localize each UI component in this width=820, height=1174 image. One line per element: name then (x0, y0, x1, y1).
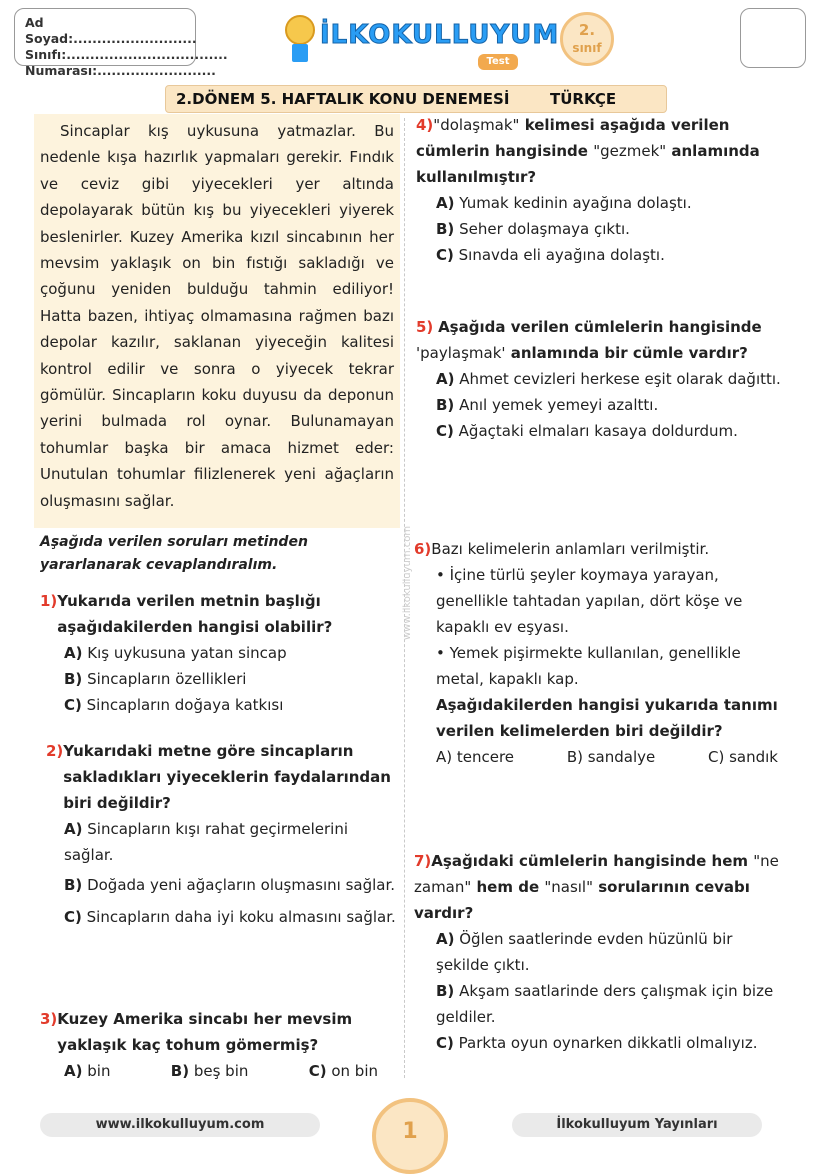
option-a[interactable]: A) bin (64, 1062, 111, 1080)
option-c[interactable]: C) Sincapların daha iyi koku almasını sağlar. (64, 908, 396, 926)
grade-number: 2. (578, 21, 596, 39)
question-number: 6) (414, 540, 432, 558)
watermark: www.ilkokulluyum.com (402, 525, 413, 640)
score-box (740, 8, 806, 68)
question-3 (40, 1006, 398, 1084)
option-c[interactable]: C) Sınavda eli ayağına dolaştı. (436, 246, 665, 264)
subject-label: TÜRKÇE (550, 90, 617, 108)
definition-1: • İçine türlü şeyler koymaya yarayan, genellikle tahtadan yapılan, dört köşe ve kapaklı ev eşyası. (436, 566, 743, 636)
question-number: 5) (416, 318, 434, 336)
title-bar (165, 85, 667, 113)
option-a[interactable]: A) Sincapların kışı rahat geçirmelerini sağlar. (64, 820, 348, 864)
question-7 (414, 848, 786, 1056)
page-number: 1 (372, 1098, 448, 1174)
question-stem: Kuzey Amerika sincabı her mevsim yaklaşık kaç tohum gömermiş? (57, 1010, 353, 1054)
question-6 (414, 536, 786, 770)
quoted-word: "gezmek" (593, 142, 667, 160)
question-stem-mid: hem de (471, 878, 545, 896)
grade-badge (560, 12, 614, 66)
option-b[interactable]: B) sandalye (566, 748, 656, 766)
question-4 (416, 112, 786, 268)
footer-website[interactable]: www.ilkokulluyum.com (40, 1113, 320, 1137)
option-c[interactable]: C) Ağaçtaki elmaları kasaya doldurdum. (436, 422, 738, 440)
option-a[interactable]: A) tencere (436, 748, 515, 766)
option-b[interactable]: B) Seher dolaşmaya çıktı. (436, 220, 630, 238)
option-b[interactable]: B) Doğada yeni ağaçların oluşmasını sağlar. (64, 876, 396, 894)
class-label: Sınıfı:.................................. (25, 47, 228, 62)
option-b[interactable]: B) Anıl yemek yemeyi azalttı. (436, 396, 659, 414)
question-1 (40, 588, 398, 718)
number-label: Numarası:......................... (25, 63, 216, 78)
option-c[interactable]: C) Sincapların doğaya katkısı (64, 696, 284, 714)
logo-text: İLKOKULLUYUM (320, 20, 560, 50)
question-number: 7) (414, 852, 432, 870)
grade-word: sınıf (572, 41, 602, 55)
quoted-word: "dolaşmak" (433, 116, 520, 134)
option-c[interactable]: C) on bin (308, 1062, 378, 1080)
quoted-word: 'paylaşmak' (416, 344, 506, 362)
reading-passage (34, 114, 400, 528)
option-a[interactable]: A) Yumak kedinin ayağına dolaştı. (436, 194, 692, 212)
question-intro: Bazı kelimelerin anlamları verilmiştir. (431, 540, 710, 558)
option-b[interactable]: B) Akşam saatlarinde ders çalışmak için bize geldiler. (436, 982, 774, 1026)
question-stem: kelimesi aşağıda verilen cümlerin hangisinde (416, 116, 730, 160)
question-number: 3) (40, 1010, 58, 1028)
question-2 (46, 738, 398, 930)
name-label: Ad Soyad:.......................... (25, 15, 197, 46)
quoted-word: "ne zaman" (414, 852, 779, 896)
option-b[interactable]: B) beş bin (170, 1062, 249, 1080)
footer-publisher: İlkokulluyum Yayınları (512, 1113, 762, 1137)
option-a[interactable]: A) Öğlen saatlerinde evden hüzünlü bir şekilde çıktı. (436, 930, 733, 974)
question-stem-end: anlamında kullanılmıştır? (416, 142, 760, 186)
page-title: 2.DÖNEM 5. HAFTALIK KONU DENEMESİ (176, 90, 510, 108)
definition-2: • Yemek pişirmekte kullanılan, genellikle metal, kapaklı kap. (436, 644, 741, 688)
option-c[interactable]: C) Parkta oyun oynarken dikkatli olmalıyız. (436, 1034, 758, 1052)
student-info-box (14, 8, 228, 78)
option-a[interactable]: A) Ahmet cevizleri herkese eşit olarak dağıttı. (436, 370, 781, 388)
option-a[interactable]: A) Kış uykusuna yatan sincap (64, 644, 287, 662)
passage-text: Sincaplar kış uykusuna yatmazlar. Bu nedenle kışa hazırlık yapmaları gerekir. Fındık ve ceviz gibi yiyecekleri yer altında depolayarak bütün kış bu yiyecekleri yiyerek beslenirler. Kuzey Amerika kızıl sincabının her mevsim yaklaşık on bin fıstığı sakladığı ve çoğunu yeniden bulduğu tahmin ediliyor! Hatta bazen, ihtiyaç olmamasına rağmen bazı depolar kazılır, saklanan yiyeceğin kalitesi kontrol edilir ve sonra o yiyecek tekrar gömülür. Sincapların koku duyusu da deponun yerini bulmada rol oynar. Bulunamayan tohumlar başka bir amaca hizmet eder: Unutulan tohumlar filizlenerek yeni ağaçların oluşmasını sağlar. (40, 122, 394, 510)
pencil-mascot-icon (280, 10, 320, 66)
question-stem: Aşağıda verilen cümlelerin hangisinde (438, 318, 762, 336)
quoted-word: "nasıl" (544, 878, 593, 896)
question-stem: Aşağıdakilerden hangisi yukarıda tanımı verilen kelimelerden biri değildir? (436, 696, 778, 740)
test-tag: Test (478, 54, 518, 70)
question-stem-end: sorularının cevabı vardır? (414, 878, 750, 922)
question-stem: Yukarıdaki metne göre sincapların sakladıkları yiyeceklerin faydalarından biri değildir? (63, 742, 391, 812)
question-stem-end: anlamında bir cümle vardır? (505, 344, 748, 362)
option-b[interactable]: B) Sincapların özellikleri (64, 670, 247, 688)
question-number: 2) (46, 742, 64, 760)
option-c[interactable]: C) sandık (708, 748, 778, 766)
question-number: 1) (40, 592, 58, 610)
instruction: Aşağıda verilen soruları metinden yararlanarak cevaplandıralım. (40, 534, 308, 573)
question-5 (416, 314, 786, 444)
question-stem: Yukarıda verilen metnin başlığı aşağıdakilerden hangisi olabilir? (57, 592, 333, 636)
question-number: 4) (416, 116, 434, 134)
question-stem: Aşağıdaki cümlelerin hangisinde hem (431, 852, 754, 870)
